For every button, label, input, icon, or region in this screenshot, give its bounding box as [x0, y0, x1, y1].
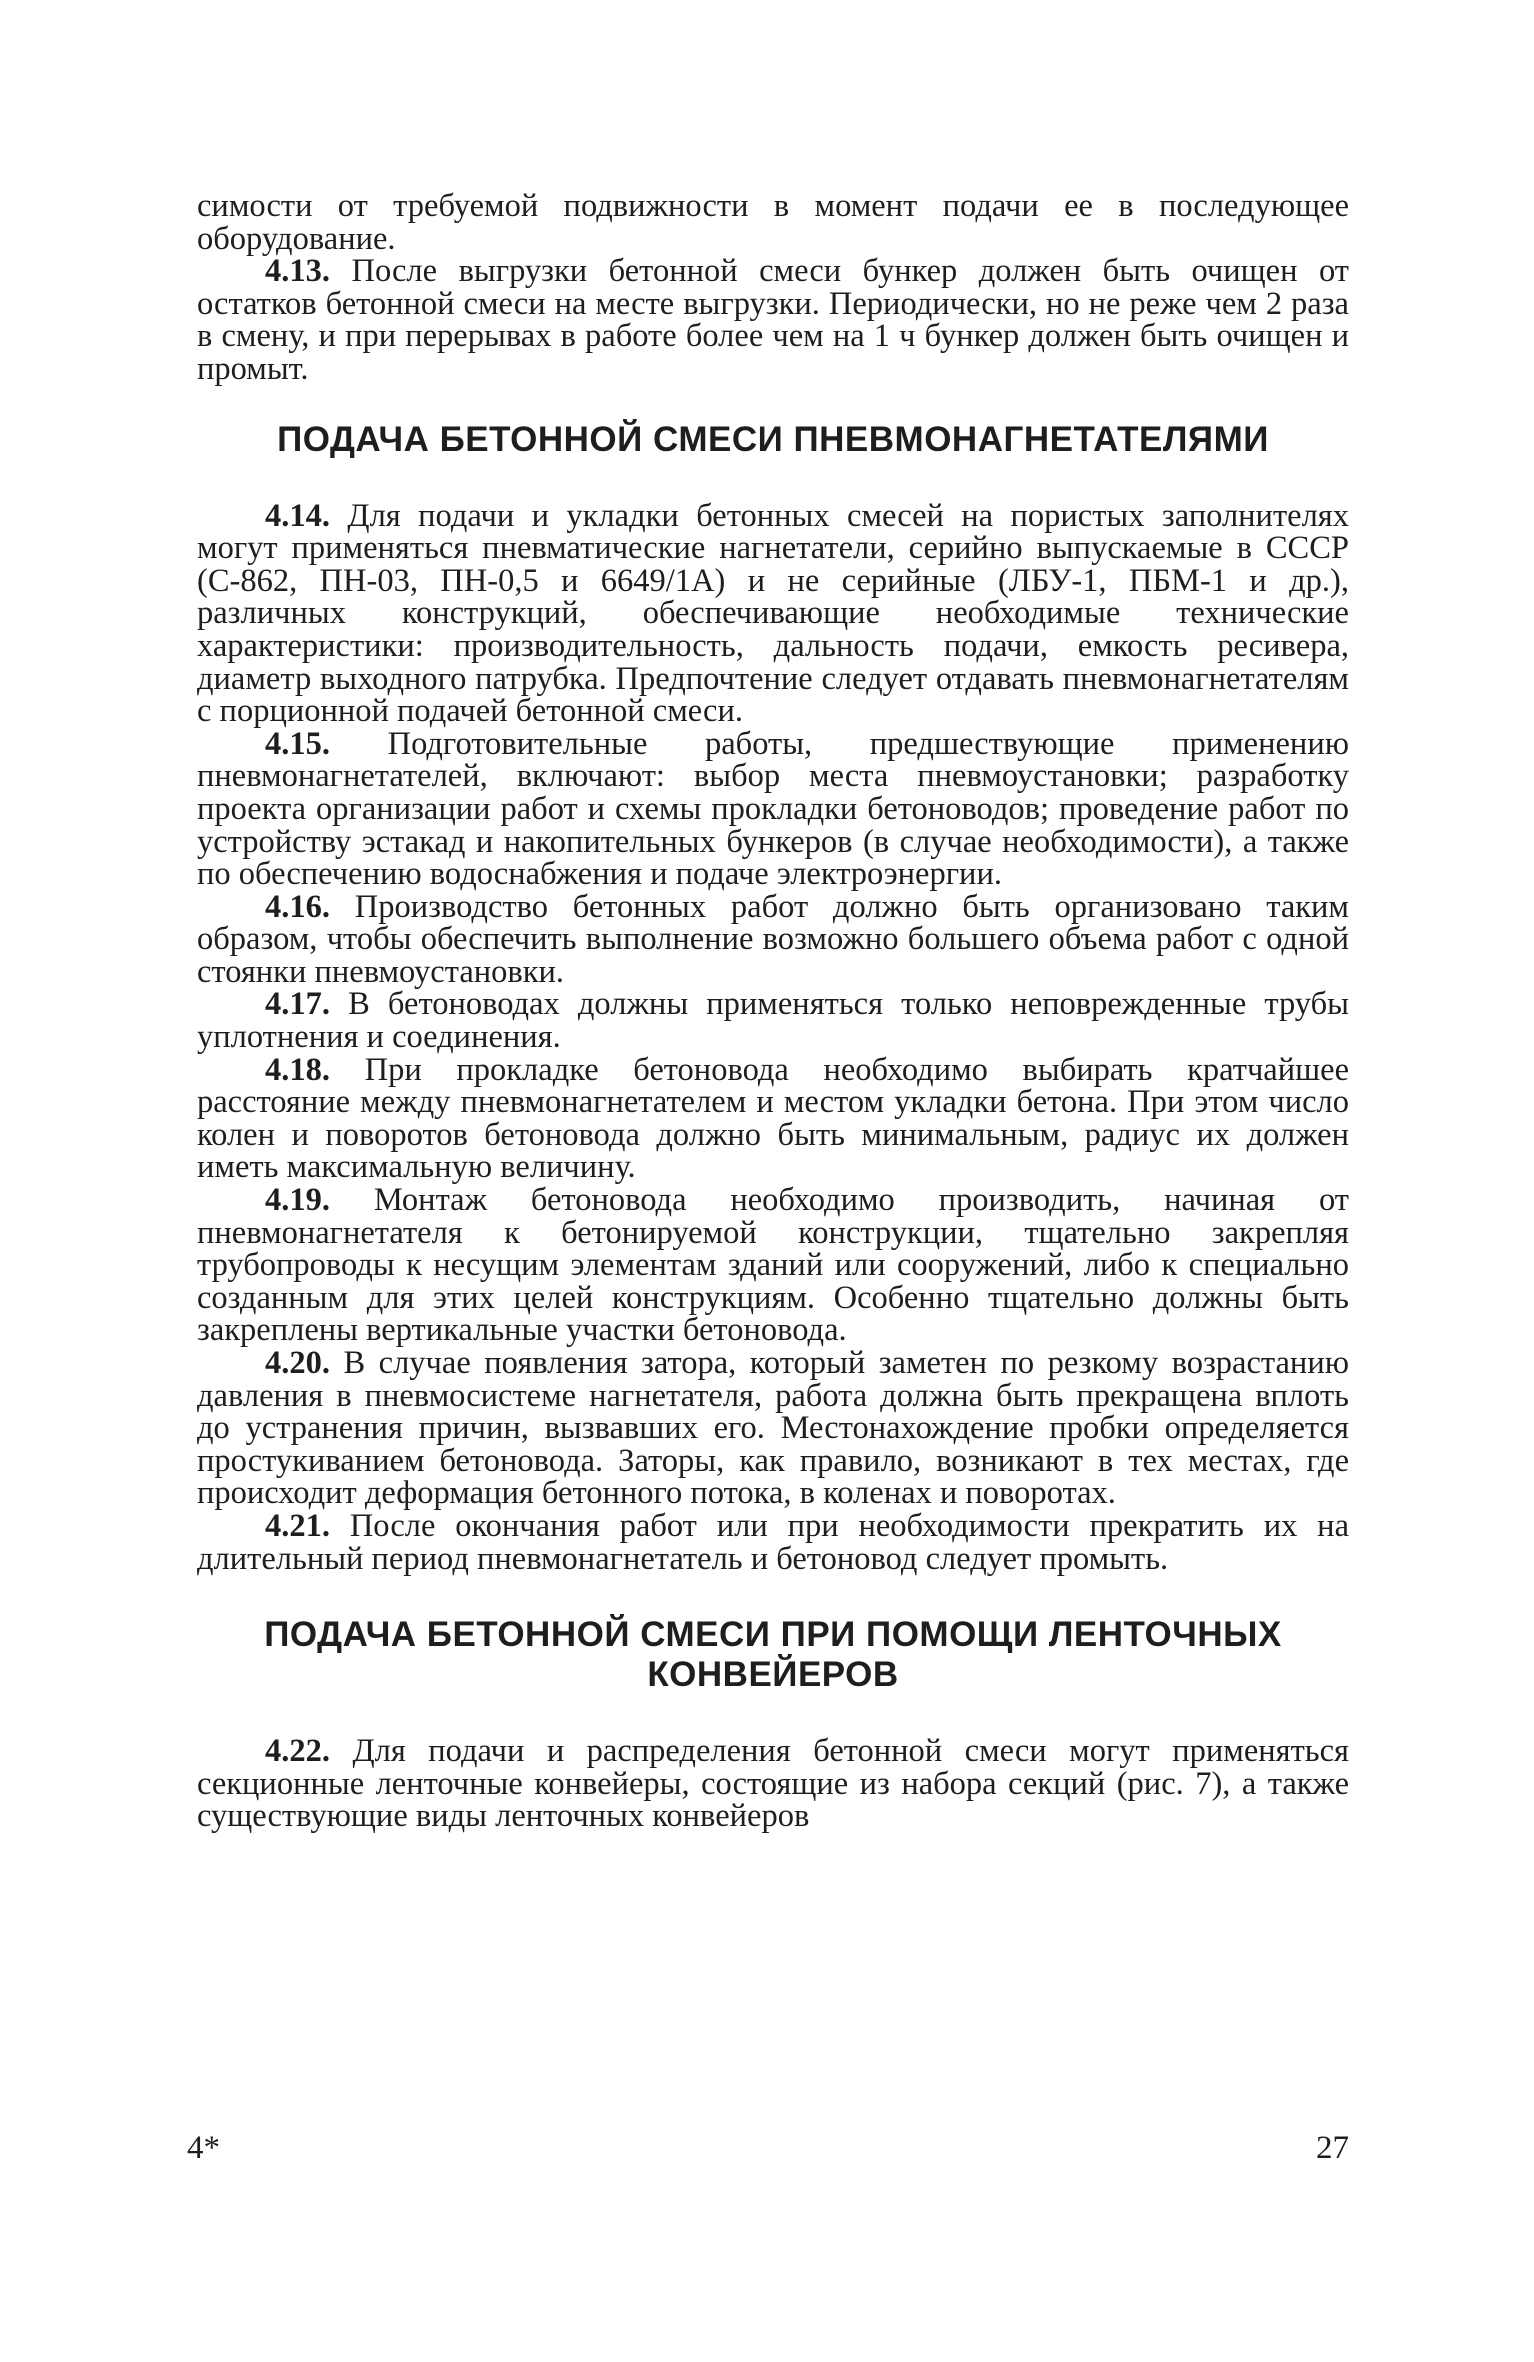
paragraph-number: 4.16. — [265, 888, 330, 925]
document-page — [187, 188, 1349, 2310]
paragraph-4-22 — [197, 1735, 1349, 1833]
paragraph-text: Монтаж бетоновода необходимо производить, начиная от пневмонагнетателя к бетонируемой конструкции, тщательно закрепляя трубопроводы к несущим элементам зданий или сооружений, либо к специально созданным для этих целей конструкциям. Особенно тщательно должны быть закреплены вертикальные участки бетоновода. — [197, 1182, 1349, 1349]
paragraph-text: Производство бетонных работ должно быть организовано таким образом, чтобы обеспечить выполнение возможно большего объема работ с одной стоянки пневмоустановки. — [197, 888, 1349, 990]
paragraph-number: 4.13. — [265, 253, 330, 290]
paragraph-4-16 — [197, 888, 1349, 990]
paragraph-text: В бетоноводах должны применяться только неповрежденные трубы уплотнения и соединения. — [197, 986, 1349, 1056]
paragraph-text: Для подачи и распределения бетонной смеси могут применяться секционные ленточные конвейеры, состоящие из набора секций (рис. 7), а также существующие виды ленточных конвейеров — [197, 1733, 1349, 1835]
paragraph-text: При прокладке бетоновода необходимо выбирать кратчайшее расстояние между пневмонагнетателем и местом укладки бетона. При этом число колен и поворотов бетоновода должно быть минимальным, радиус их должен иметь максимальную величину. — [197, 1051, 1349, 1186]
page-number: 27 — [1316, 2130, 1349, 2166]
paragraph-4-15 — [197, 725, 1349, 893]
paragraph-number: 4.18. — [265, 1051, 330, 1088]
paragraph-text: Для подачи и укладки бетонных смесей на пористых заполнителях могут применяться пневматические нагнетатели, серийно выпускаемые в СССР (С-862, ПН-03, ПН-0,5 и 6649/1А) и не серийные (ЛБУ-1, ПБМ-1 и др.), различных конструкций, обеспечивающие необходимые технические характеристики: производительность, дальность подачи, емкость ресивера, диаметр выходного патрубка. Предпочтение следует отдавать пневмонагнетателям с порционной подачей бетонной смеси. — [197, 497, 1349, 730]
section-heading-conveyors — [197, 1615, 1349, 1695]
paragraph-4-20 — [197, 1347, 1349, 1510]
section-heading-pneumatic: ПОДАЧА БЕТОННОЙ СМЕСИ ПНЕВМОНАГНЕТАТЕЛЯМИ — [277, 419, 1269, 459]
paragraph-number: 4.19. — [265, 1182, 330, 1219]
paragraph-text: После окончания работ или при необходимости прекратить их на длительный период пневмонагнетатель и бетоновод следует промыть. — [197, 1507, 1349, 1577]
paragraph-number: 4.15. — [265, 725, 330, 762]
paragraph-number: 4.21. — [265, 1507, 330, 1544]
paragraph-4-21 — [197, 1507, 1349, 1577]
paragraph-4-18 — [197, 1051, 1349, 1186]
paragraph-continuation — [197, 190, 1349, 255]
paragraph-text: В случае появления затора, который заметен по резкому возрастанию давления в пневмосистеме нагнетателя, работа должна быть прекращена вплоть до устранения причин, вызвавших его. Местонахождение пробки определяется простукиванием бетоновода. Заторы, как правило, возникают в тех местах, где происходит деформация бетонного потока, в коленах и поворотах. — [197, 1345, 1349, 1512]
paragraph-4-14 — [197, 497, 1349, 730]
paragraph-4-13 — [197, 255, 1349, 385]
paragraph-4-19 — [197, 1184, 1349, 1347]
page-footer — [187, 2130, 1349, 2170]
signature-mark: 4* — [187, 2130, 220, 2166]
paragraph-text: После выгрузки бетонной смеси бункер должен быть очищен от остатков бетонной смеси на месте выгрузки. Периодически, но не реже чем 2 раза в смену, и при перерывах в работе более чем на 1 ч бункер должен быть очищен и промыт. — [197, 253, 1349, 387]
paragraph-number: 4.22. — [265, 1733, 330, 1770]
paragraph-text: Подготовительные работы, предшествующие применению пневмонагнетателей, включают: выбор места пневмоустановки; разработку проекта организации работ и схемы прокладки бетоноводов; проведение работ по устройству эстакад и накопительных бункеров (в случае необходимости), а также по обеспечению водоснабжения и подаче электроэнергии. — [197, 725, 1349, 893]
paragraph-number: 4.20. — [265, 1345, 330, 1381]
paragraph-number: 4.14. — [265, 497, 330, 534]
paragraph-text: симости от требуемой подвижности в момент подачи ее в последующее оборудование. — [197, 188, 1349, 257]
paragraph-number: 4.17. — [265, 986, 330, 1023]
heading-line-1: ПОДАЧА БЕТОННОЙ СМЕСИ ПРИ ПОМОЩИ ЛЕНТОЧНЫХ — [264, 1615, 1282, 1655]
paragraph-4-17 — [197, 986, 1349, 1056]
heading-line-2: КОНВЕЙЕРОВ — [647, 1655, 899, 1695]
